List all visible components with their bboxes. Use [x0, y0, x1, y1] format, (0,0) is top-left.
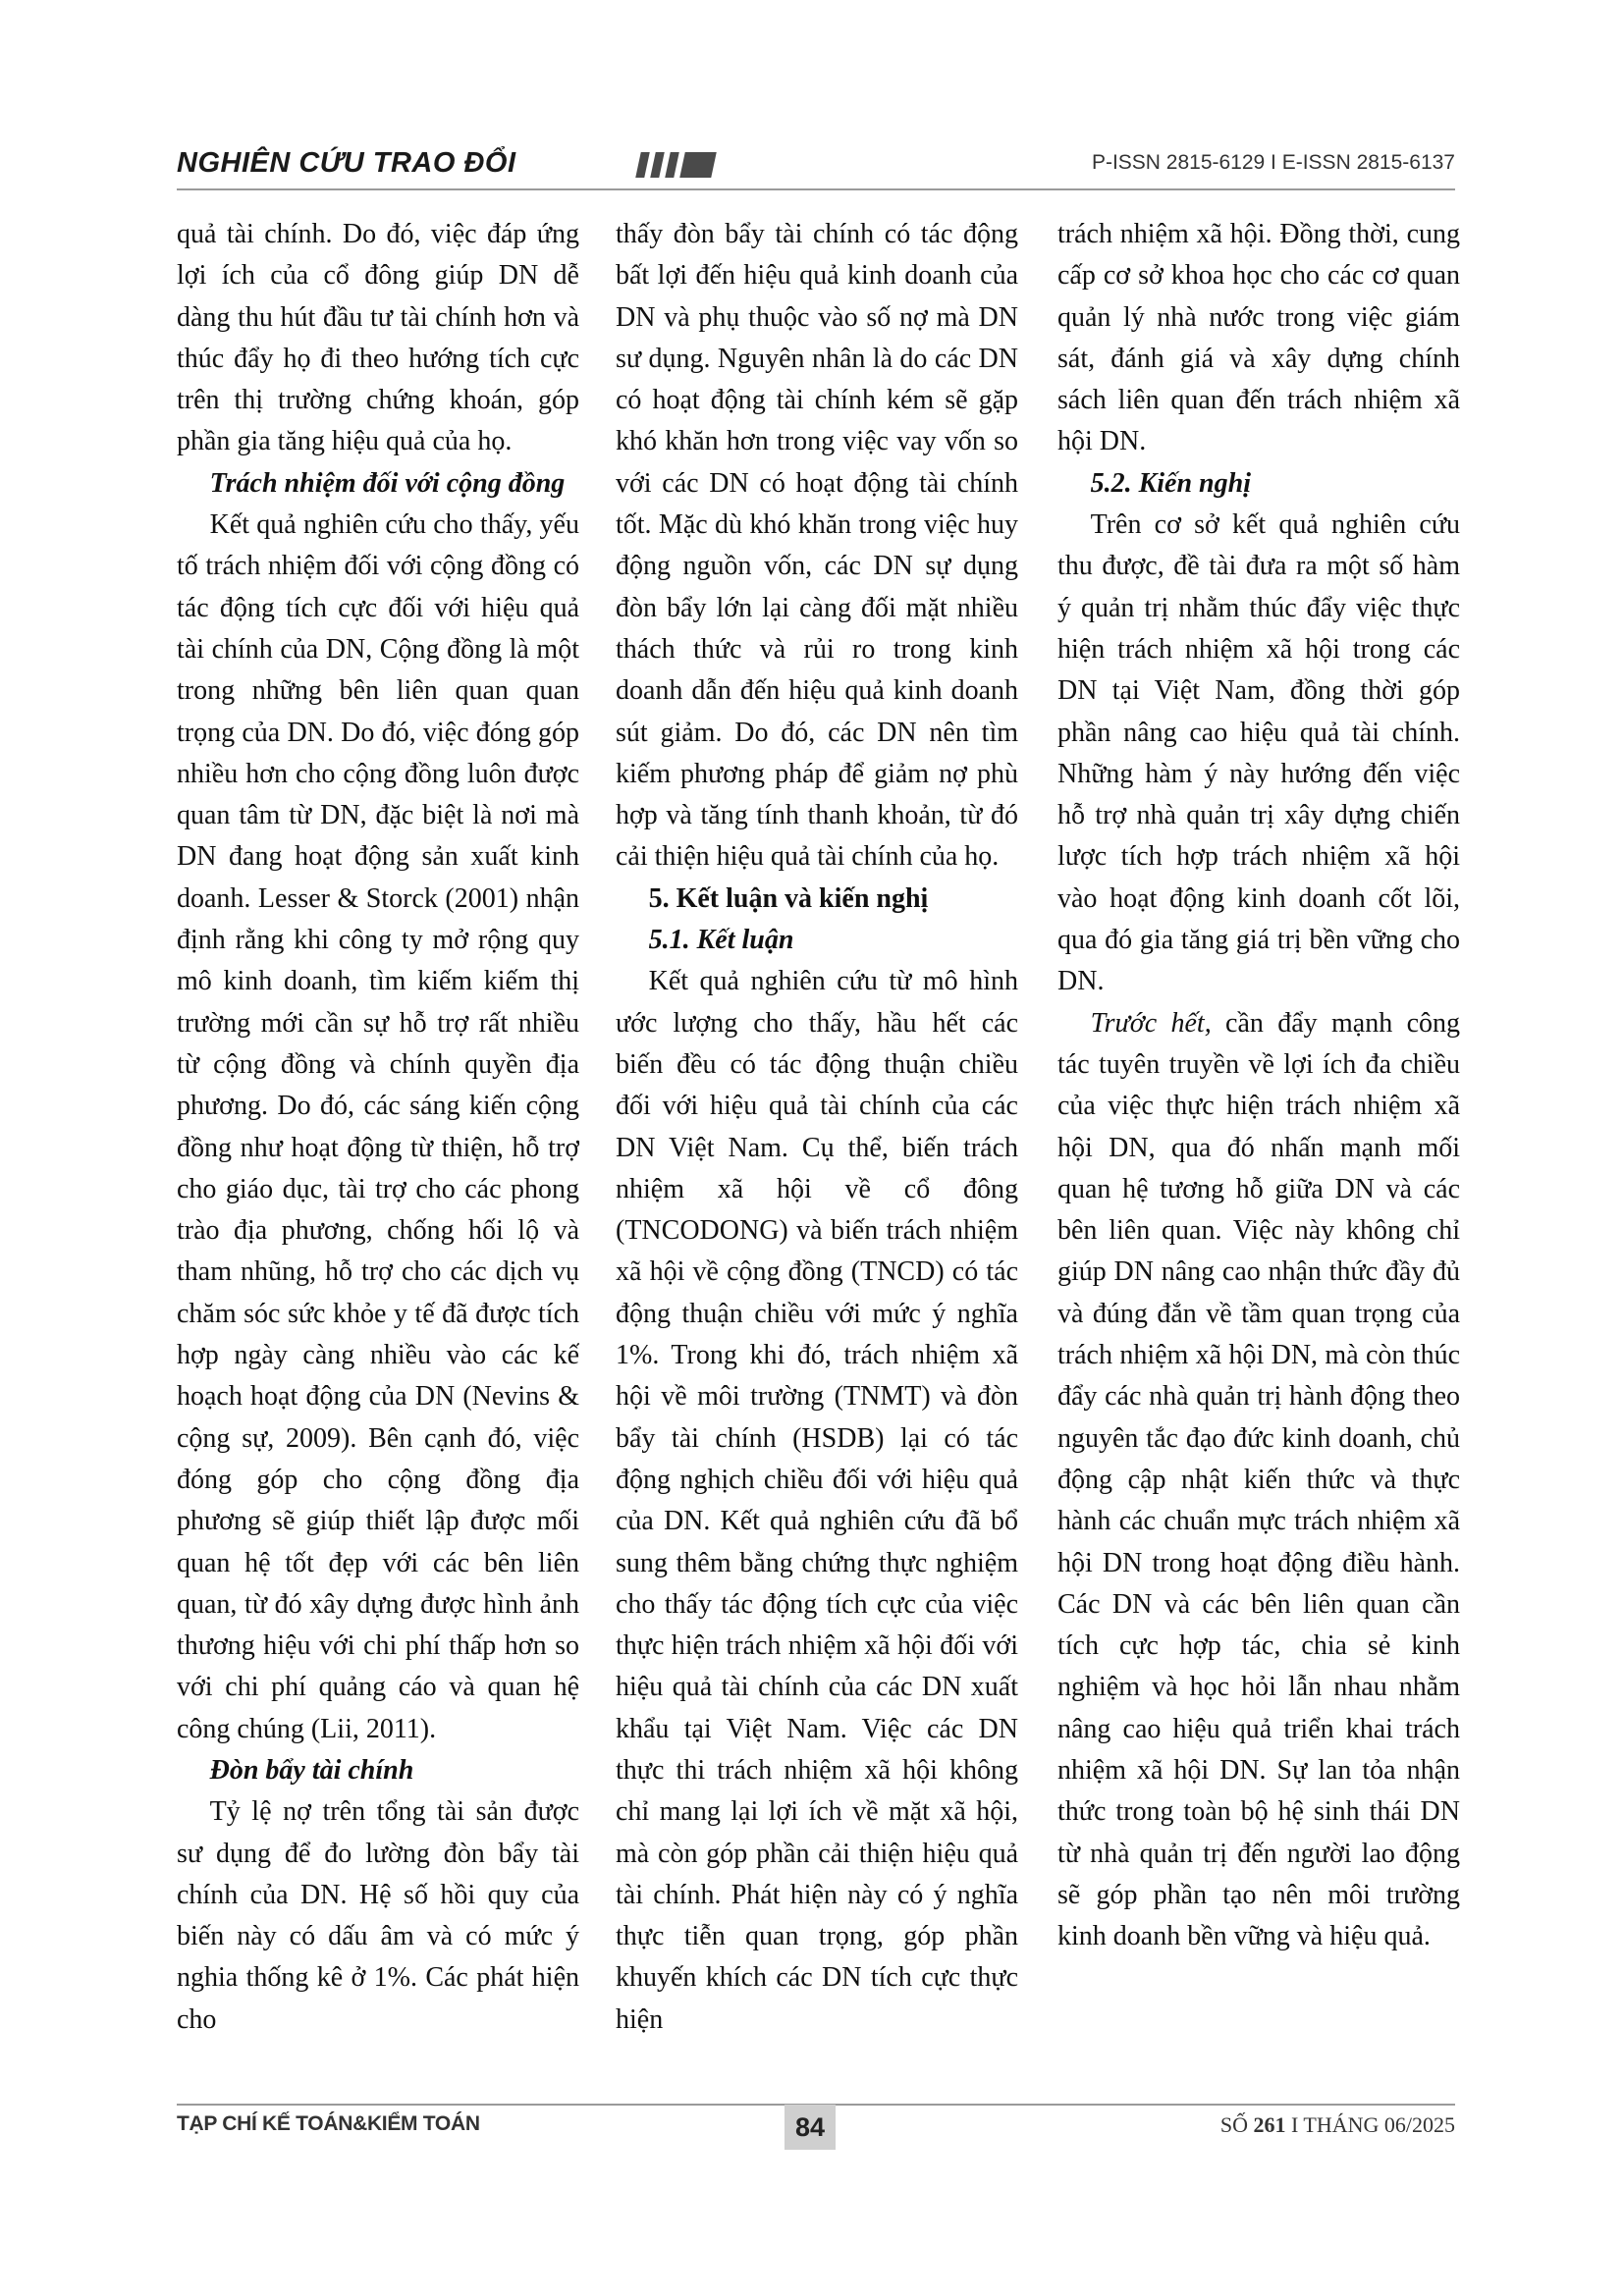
- paragraph: Kết quả nghiên cứu từ mô hình ước lượng cho thấy, hầu hết các biến đều có tác động thuận chiều đối với hiệu quả tài chính của các DN Việt Nam. Cụ thể, biến trách nhiệm xã hội về cổ đông (TNCODONG) và biến trách nhiệm xã hội về cộng đồng (TNCD) có tác động thuận chiều với mức ý nghĩa 1%. Trong khi đó, trách nhiệm xã hội về môi trường (TNMT) và đòn bẩy tài chính (HSDB) lại có tác động nghịch chiều đối với hiệu quả của DN. Kết quả nghiên cứu đã bổ sung thêm bằng chứng thực nghiệm cho thấy tác động tích cực của việc thực hiện trách nhiệm xã hội đối với hiệu quả tài chính của các DN xuất khẩu tại Việt Nam. Việc các DN thực thi trách nhiệm xã hội không chỉ mang lại lợi ích về mặt xã hội, mà còn góp phần cải thiện hiệu quả tài chính. Phát hiện này có ý nghĩa thực tiễn quan trọng, góp phần khuyến khích các DN tích cực thực hiện: [616, 966, 1018, 2035]
- paragraph-body: cần đẩy mạnh công tác tuyên truyền về lợi ích đa chiều của việc thực hiện trách nhiệm xã hội DN, qua đó nhấn mạnh mối quan hệ tương hỗ giữa DN và các bên liên quan. Việc này không chỉ giúp DN nâng cao nhận thức đầy đủ và đúng đắn về tầm quan trọng của trách nhiệm xã hội DN, mà còn thúc đẩy các nhà quản trị hành động theo nguyên tắc đạo đức kinh doanh, chủ động cập nhật kiến thức và thực hành các chuẩn mực trách nhiệm xã hội DN trong hoạt động điều hành. Các DN và các bên liên quan cần tích cực hợp tác, chia sẻ kinh nghiệm và học hỏi lẫn nhau nhằm nâng cao hiệu quả triển khai trách nhiệm xã hội DN. Sự lan tỏa nhận thức trong toàn bộ hệ sinh thái DN từ nhà quản trị đến người lao động sẽ góp phần tạo nên môi trường kinh doanh bền vững và hiệu quả.: [1057, 1007, 1460, 1952]
- issn-label: P-ISSN 2815-6129 I E-ISSN 2815-6137: [1091, 151, 1455, 174]
- paragraph: thấy đòn bẩy tài chính có tác động bất lợi đến hiệu quả kinh doanh của DN và phụ thuộc vào số nợ mà DN sư dụng. Nguyên nhân là do các DN có hoạt động tài chính kém sẽ gặp khó khăn hơn trong việc vay vốn so với các DN có hoạt động tài chính tốt. Mặc dù khó khăn trong việc huy động nguồn vốn, các DN sự dụng đòn bẩy lớn lại càng đối mặt nhiều thách thức và rủi ro trong kinh doanh dẫn đến hiệu quả kinh doanh sút giảm. Do đó, các DN nên tìm kiếm phương pháp để giảm nợ phù hợp và tăng tính thanh khoản, từ đó cải thiện hiệu quả tài chính của họ.: [616, 219, 1018, 873]
- issue-info: [1220, 2112, 1455, 2138]
- issue-prefix: SỐ: [1219, 2112, 1248, 2137]
- section-title: NGHIÊN CỨU TRAO ĐỔI: [177, 147, 516, 179]
- page-header: [177, 147, 1455, 183]
- page-number: 84: [785, 2105, 836, 2150]
- subheading: Trách nhiệm đối với cộng đồng: [209, 467, 566, 499]
- subheading: Đòn bẩy tài chính: [209, 1754, 414, 1786]
- issue-date: I THÁNG 06/2025: [1290, 2112, 1455, 2137]
- subheading: 5.1. Kết luận: [648, 925, 794, 956]
- text-column-3: [1057, 214, 1460, 2094]
- subheading: 5.2. Kiến nghị: [1090, 467, 1251, 499]
- paragraph: Trên cơ sở kết quả nghiên cứu thu được, đề tài đưa ra một số hàm ý quản trị nhằm thúc đẩy việc thực hiện trách nhiệm xã hội trong các DN tại Việt Nam, đồng thời góp phần nâng cao hiệu quả tài chính. Những hàm ý này hướng đến việc hỗ trợ nhà quản trị xây dựng chiến lược tích hợp trách nhiệm xã hội vào hoạt động kinh doanh cốt lõi, qua đó gia tăng giá trị bền vững cho DN.: [1057, 509, 1460, 997]
- text-column-1: [177, 214, 579, 2094]
- paragraph: quả tài chính. Do đó, việc đáp ứng lợi ích của cổ đông giúp DN dễ dàng thu hút đầu tư tài chính hơn và thúc đẩy họ đi theo hướng tích cực trên thị trường chứng khoán, góp phần gia tăng hiệu quả của họ.: [177, 219, 579, 457]
- paragraph: trách nhiệm xã hội. Đồng thời, cung cấp cơ sở khoa học cho các cơ quan quản lý nhà nước trong việc giám sát, đánh giá và xây dựng chính sách liên quan đến trách nhiệm xã hội DN.: [1057, 219, 1460, 457]
- paragraph: Kết quả nghiên cứu cho thấy, yếu tố trách nhiệm đối với cộng đồng có tác động tích cực đối với hiệu quả tài chính của DN, Cộng đồng là một trong những bên liên quan quan trọng của DN. Do đó, việc đóng góp nhiều hơn cho cộng đồng luôn được quan tâm từ DN, đặc biệt là nơi mà DN đang hoạt động sản xuất kinh doanh. Lesser & Storck (2001) nhận định rằng khi công ty mở rộng quy mô kinh doanh, tìm kiếm kiếm thị trường mới cần sự hỗ trợ rất nhiều từ cộng đồng và chính quyền địa phương. Do đó, các sáng kiến cộng đồng như hoạt động từ thiện, hỗ trợ cho giáo dục, tài trợ cho các phong trào địa phương, chống hối lộ và tham nhũng, hỗ trợ cho các dịch vụ chăm sóc sức khỏe y tế đã được tích hợp ngày càng nhiều vào các kế hoạch hoạt động của DN (Nevins & cộng sự, 2009). Bên cạnh đó, việc đóng góp cho cộng đồng địa phương sẽ giúp thiết lập được mối quan hệ tốt đẹp với các bên liên quan, từ đó xây dựng được hình ảnh thương hiệu với chi phí thấp hơn so với chi phí quảng cáo và quan hệ công chúng (Lii, 2011).: [177, 509, 579, 1744]
- journal-name: TẠP CHÍ KẾ TOÁN&KIỂM TOÁN: [177, 2112, 480, 2135]
- paragraph: [1057, 1003, 1460, 1958]
- header-divider: [177, 188, 1455, 190]
- text-column-2: [616, 214, 1018, 2094]
- section-heading: 5. Kết luận và kiến nghị: [648, 882, 929, 914]
- paragraph: Tỷ lệ nợ trên tổng tài sản được sư dụng để đo lường đòn bẩy tài chính của DN. Hệ số hồi quy của biến này có dấu âm và có mức ý nghia thống kê ở 1%. Các phát hiện cho: [177, 1796, 579, 2035]
- lead-phrase: Trước hết,: [1090, 1007, 1212, 1039]
- issue-number: 261: [1253, 2112, 1286, 2137]
